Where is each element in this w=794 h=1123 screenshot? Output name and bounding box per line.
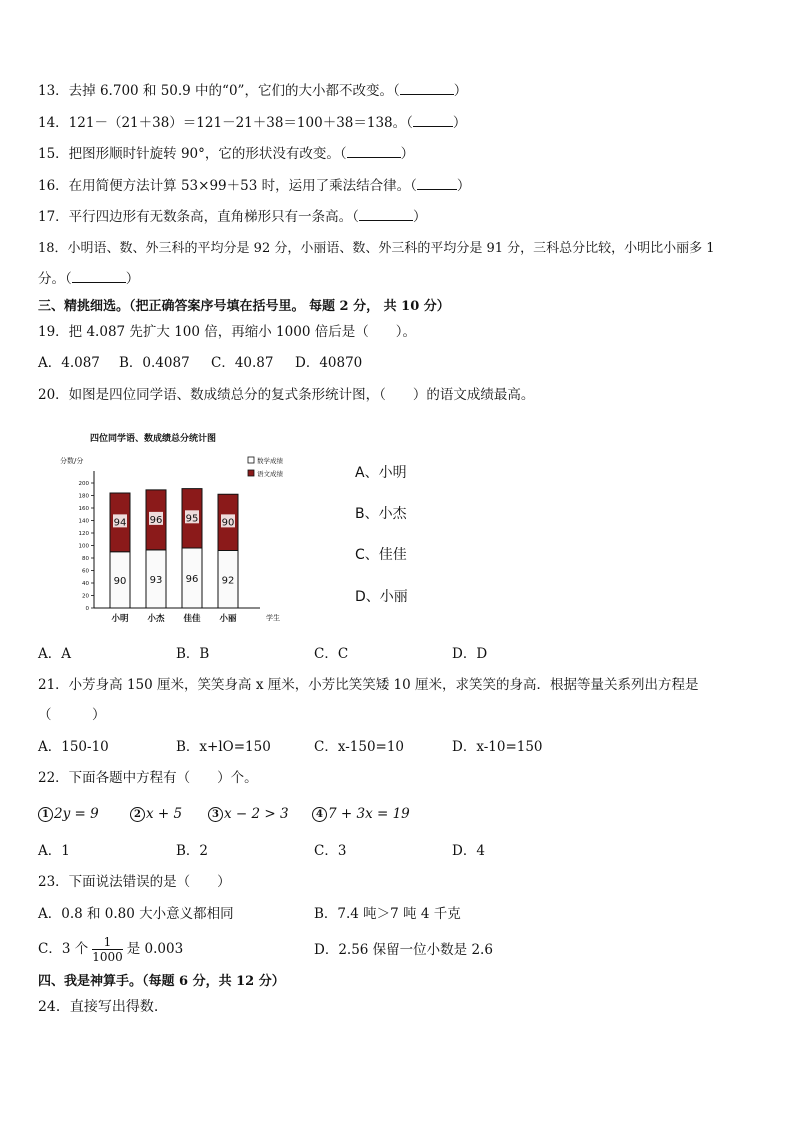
- q22-item-2: 2 x + 5: [130, 805, 182, 823]
- question-18: 18．小明语、数、外三科的平均分是 92 分，小丽语、数、外三科的平均分是 91 分，三科总分比较，小明比小丽多 1: [38, 241, 715, 256]
- question-16: 16．在用简便方法计算 53×99＋53 时，运用了乘法结合律。（ ）: [38, 178, 471, 194]
- data-label-math: 93: [149, 574, 163, 586]
- legend-label-math: 数学成绩: [257, 457, 283, 465]
- q21-option-d[interactable]: D．x-10=150: [452, 739, 543, 755]
- data-label-chinese: 95: [185, 513, 199, 525]
- y-tick-label: 0: [85, 606, 89, 612]
- section-4-heading: 四、我是神算手。（每题 6 分，共 12 分）: [38, 974, 285, 989]
- data-label-chinese: 90: [221, 517, 235, 529]
- category-label: 小杰: [147, 614, 165, 624]
- question-18-cont: 分。（ ）: [38, 271, 140, 287]
- data-label-chinese: 94: [113, 517, 127, 529]
- data-label-math: 92: [221, 575, 235, 587]
- question-23: 23．下面说法错误的是（ ）: [38, 874, 231, 890]
- question-15: 15．把图形顺时针旋转 90°，它的形状没有改变。（ ）: [38, 146, 415, 162]
- q21-option-c[interactable]: C．x-150=10: [314, 739, 405, 755]
- y-tick-label: 200: [78, 481, 89, 487]
- x-axis-label: 学生: [266, 614, 280, 622]
- y-tick-label: 140: [78, 518, 89, 525]
- stacked-bar-chart: [60, 425, 290, 630]
- q19-option-c[interactable]: C．40.87: [211, 355, 274, 371]
- question-21: 21．小芳身高 150 厘米，笑笑身高 x 厘米，小芳比笑笑矮 10 厘米，求笑笑的身高．根据等量关系列出方程是: [38, 677, 699, 693]
- answer-blank[interactable]: [400, 82, 454, 95]
- q20-option-b[interactable]: B．B: [176, 646, 210, 662]
- question-24: 24．直接写出得数.: [38, 999, 159, 1015]
- question-22: 22．下面各题中方程有（ ）个。: [38, 770, 258, 786]
- data-label-chinese: 96: [149, 514, 163, 526]
- q22-option-a[interactable]: A．1: [38, 843, 70, 859]
- fraction: $\frac{1}{1000}$: [92, 935, 123, 964]
- answer-blank[interactable]: [72, 270, 126, 283]
- q21-option-b[interactable]: B．x+lO=150: [176, 739, 271, 755]
- q22-item-3: 3 x − 2 > 3: [208, 805, 289, 823]
- question-13: 13．去掉 6.700 和 50.9 中的“0”，它们的大小都不改变。（ ）: [38, 83, 468, 99]
- legend-swatch-chinese: [248, 470, 254, 476]
- answer-blank[interactable]: [359, 208, 413, 221]
- q22-item-1: 1 2y = 9: [38, 805, 99, 823]
- q23-option-c[interactable]: C．3 个 $\frac{1}{1000}$ 是 0.003: [38, 935, 184, 964]
- q19-option-b[interactable]: B．0.4087: [119, 355, 190, 371]
- y-tick-label: 20: [82, 593, 89, 600]
- question-20: 20．如图是四位同学语、数成绩总分的复式条形统计图，（ ）的语文成绩最高。: [38, 387, 535, 403]
- q20-choice-d[interactable]: D、小丽: [355, 589, 408, 605]
- q20-option-a[interactable]: A．A: [38, 646, 71, 662]
- y-tick-label: 100: [78, 543, 89, 550]
- category-label: 佳佳: [183, 614, 201, 624]
- y-axis-label: 分数/分: [60, 457, 84, 465]
- q23-option-a[interactable]: A．0.8 和 0.80 大小意义都相同: [38, 906, 234, 922]
- y-tick-label: 160: [78, 506, 89, 512]
- category-label: 小丽: [219, 614, 237, 624]
- q23-option-d[interactable]: D．2.56 保留一位小数是 2.6: [314, 942, 493, 958]
- question-17: 17．平行四边形有无数条高，直角梯形只有一条高。（ ）: [38, 209, 427, 225]
- y-tick-label: 120: [78, 531, 89, 537]
- y-tick-label: 180: [78, 493, 89, 500]
- data-label-math: 90: [113, 575, 127, 587]
- q20-option-d[interactable]: D．D: [452, 646, 488, 662]
- answer-blank[interactable]: [417, 177, 457, 190]
- q22-option-b[interactable]: B．2: [176, 843, 209, 859]
- data-label-math: 96: [185, 574, 199, 585]
- q20-option-c[interactable]: C．C: [314, 646, 349, 662]
- q21-option-a[interactable]: A．150-10: [38, 739, 109, 755]
- chart-title: 四位同学语、数成绩总分统计图: [90, 434, 217, 444]
- q19-option-a[interactable]: A．4.087: [38, 355, 100, 371]
- q22-option-c[interactable]: C．3: [314, 843, 347, 859]
- legend-swatch-math: [248, 457, 254, 463]
- y-tick-label: 80: [82, 556, 89, 562]
- category-label: 小明: [111, 614, 129, 624]
- question-19: 19．把 4.087 先扩大 100 倍，再缩小 1000 倍后是（ ）。: [38, 324, 416, 340]
- answer-blank[interactable]: [413, 114, 453, 127]
- section-3-heading: 三、精挑细选。（把正确答案序号填在括号里。 每题 2 分， 共 10 分）: [38, 299, 450, 314]
- q23-option-b[interactable]: B．7.4 吨＞7 吨 4 千克: [314, 906, 461, 922]
- answer-blank[interactable]: [347, 145, 401, 158]
- question-14: 14．121－（21＋38）＝121－21＋38＝100＋38＝138。（ ）: [38, 115, 467, 131]
- q22-item-4: 4 7 + 3x = 19: [312, 805, 410, 823]
- q22-option-d[interactable]: D．4: [452, 843, 485, 859]
- q20-choice-b[interactable]: B、小杰: [355, 506, 407, 522]
- q19-option-d[interactable]: D．40870: [295, 355, 363, 371]
- y-tick-label: 60: [82, 568, 89, 575]
- q20-choice-c[interactable]: C、佳佳: [355, 547, 407, 563]
- legend-label-chinese: 语文成绩: [257, 470, 283, 478]
- q20-choice-a[interactable]: A、小明: [355, 465, 407, 481]
- question-21-paren: （ ）: [38, 707, 106, 723]
- y-tick-label: 40: [82, 581, 89, 587]
